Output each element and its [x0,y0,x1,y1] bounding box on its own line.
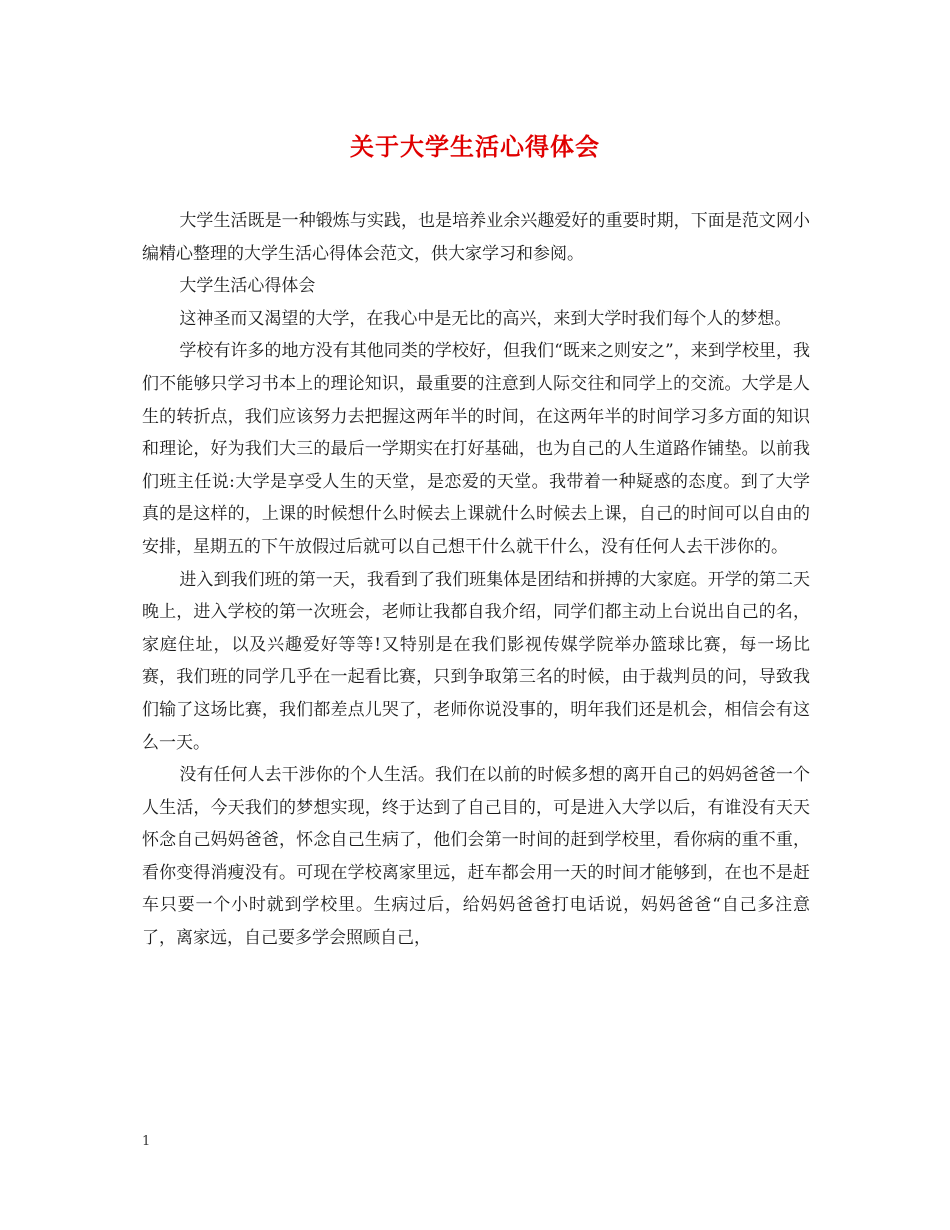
body-paragraph: 这神圣而又渴望的大学，在我心中是无比的高兴，来到大学时我们每个人的梦想。 [179,308,792,329]
document-body [142,205,810,955]
section-heading: 大学生活心得体会 [179,276,316,297]
page-number: 1 [142,1134,151,1149]
body-paragraph: 没有任何人去干涉你的个人生活。我们在以前的时候多想的离开自己的妈妈爸爸一个人生活，今天我们的梦想实现，终于达到了自己目的，可是进入大学以后，有谁没有天天怀念自己妈妈爸爸，怀念自己生病了，他们会第一时间的赶到学校里，看你病的重不重，看你变得消瘦没有。可现在学校离家里远，赶车都会用一天的时间才能够到，在也不是赶车只要一个小时就到学校里。生病过后，给妈妈爸爸打电话说，妈妈爸爸“自己多注意了，离家远，自己要多学会照顾自己， [142,765,810,949]
intro-paragraph: 大学生活既是一种锻炼与实践，也是培养业余兴趣爱好的重要时期，下面是范文网小编精心整理的大学生活心得体会范文，供大家学习和参阅。 [142,211,810,264]
document-title: 关于大学生活心得体会 [350,132,600,161]
body-paragraph: 进入到我们班的第一天，我看到了我们班集体是团结和拼搏的大家庭。开学的第二天晚上，进入学校的第一次班会，老师让我都自我介绍，同学们都主动上台说出自己的名，家庭住址，以及兴趣爱好等等!又特别是在我们影视传媒学院举办篮球比赛，每一场比赛，我们班的同学几乎在一起看比赛，只到争取第三名的时候，由于裁判员的问，导致我们输了这场比赛，我们都差点儿哭了，老师你说没事的，明年我们还是机会，相信会有这么一天。 [142,569,810,753]
body-paragraph: 学校有许多的地方没有其他同类的学校好，但我们“既来之则安之”，来到学校里，我们不能够只学习书本上的理论知识，最重要的注意到人际交往和同学上的交流。大学是人生的转折点，我们应该努力去把握这两年半的时间，在这两年半的时间学习多方面的知识和理论，好为我们大三的最后一学期实在打好基础，也为自己的人生道路作铺垫。以前我们班主任说:大学是享受人生的天堂，是恋爱的天堂。我带着一种疑惑的态度。到了大学真的是这样的，上课的时候想什么时候去上课就什么时候去上课，自己的时间可以自由的安排，星期五的下午放假过后就可以自己想干什么就干什么，没有任何人去干涉你的。 [142,341,810,557]
